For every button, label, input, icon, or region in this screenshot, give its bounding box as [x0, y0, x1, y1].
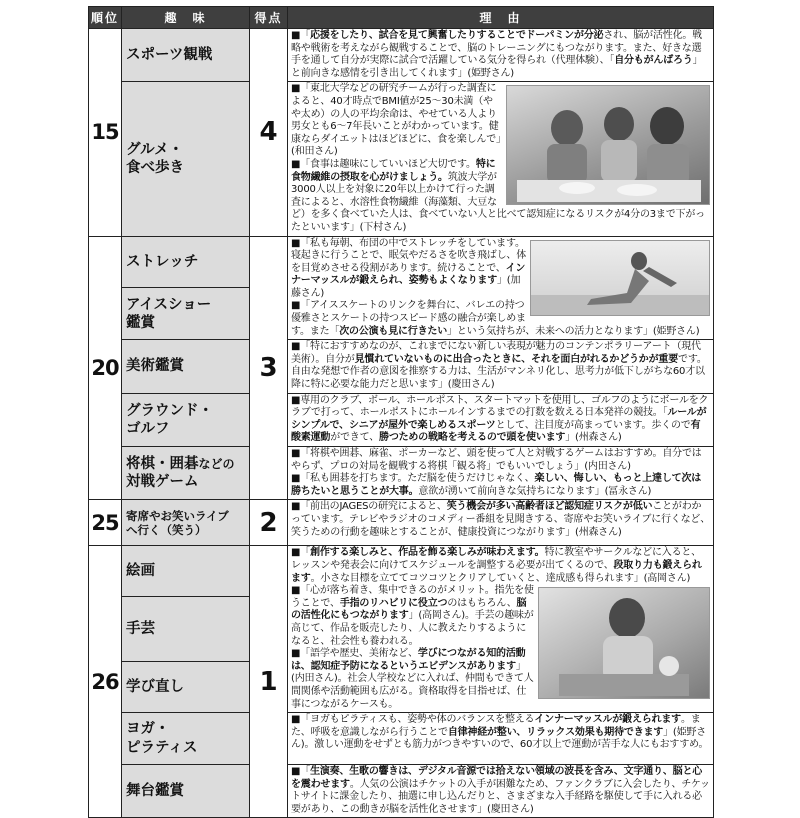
hobby-comedy: 寄席やお笑いライブ へ行く（笑う） [122, 500, 250, 546]
header-points: 得点 [250, 7, 288, 29]
table-row [89, 82, 714, 236]
rank-cell: 20 [89, 236, 122, 500]
stretch-photo [530, 240, 710, 316]
table-row [89, 447, 714, 500]
reason-gourmet: ■「東北大学などの研究チームが行った調査によると、40才時点でBMI値が25～30未満（やや太め）の人の平均余命は、やせている人より男女とも6～7年長いことがわかっています。健康ならダイエットはほどほどに、食を楽しんで」(和田さん) ■「食事は趣味にしていいほど大切です。特に食物繊維の摂取を心がけましょう。筑波大学が3000人以上を対象に20年以上かけて行った調査によると、水溶性食物繊維（海藻類、大豆など）を多く食べていた人は、食べていない人と比べて認知症になるリスクが4分の3まで下がったといいます」(下村さん) [288, 82, 714, 236]
table-row [89, 500, 714, 546]
hobby-stretch: ストレッチ [122, 236, 250, 288]
rank-cell: 25 [89, 500, 122, 546]
reason-comedy: ■「前出のJAGESの研究によると、笑う機会が多い高齢者ほど認知症リスクが低いことがわかっています。テレビやラジオのコメディー番組を見聞きする、寄席やお笑いライブに行くなど、笑うための行動を趣味とすることが、健康投資につながります」(州森さん) [288, 500, 714, 546]
hobby-sports-watching: スポーツ観戦 [122, 29, 250, 82]
table-header-row [89, 7, 714, 29]
hobby-art: 美術鑑賞 [122, 340, 250, 393]
hobby-ground-golf: グラウンド・ ゴルフ [122, 393, 250, 446]
hobby-gourmet: グルメ・ 食べ歩き [122, 82, 250, 236]
table-row [89, 393, 714, 446]
points-cell: 3 [250, 236, 288, 500]
table-row [89, 713, 714, 765]
reason-sports-watching: ■「応援をしたり、試合を見て興奮したりすることでドーパミンが分泌され、脳が活性化。戦略や戦術を考えながら観戦することで、脳のトレーニングにもつながります。また、好きな選手を通して自分が実際に試合で活躍している気分を得られ（代理体験）、「自分もがんばろう」と前向きな感情を引き出してくれます」(姫野さん) [288, 29, 714, 82]
rank-cell: 15 [89, 29, 122, 237]
hobby-relearning: 学び直し [122, 662, 250, 713]
gourmet-photo [506, 85, 710, 205]
table-row [89, 236, 714, 288]
table-row [89, 29, 714, 82]
table-row [89, 546, 714, 597]
hobby-craft: 手芸 [122, 597, 250, 662]
reason-ground-golf: ■専用のクラブ、ボール、ホールポスト、スタートマットを使用し、ゴルフのようにボールをクラブで打って、ホールポストにホールインするまでの打数を数える日本発祥の競技。「ルールがシンプルで、シニアが屋外で楽しめるスポーツとして、注目度が高まっています。歩くので有酸素運動ができて、勝つための戦略を考えるので頭を使います」(州森さん) [288, 393, 714, 446]
reason-painting-craft-learning: ■「創作する楽しみと、作品を飾る楽しみが味わえます。特に教室やサークルなどに入ると、レッスンや発表会に向けてスケジュールを調整する必要が出てくるので、段取り力も鍛えられます。小さな目標を立ててコツコツとクリアしていくと、達成感も得られます」(高岡さん) ■「心が落ち着き、集中できるのがメリット。指先を使うことで、手指のリハビリに役立つのはもちろん、脳の活性化にもつながります」(高岡さん)。手芸の趣味が高じて、作品を販売したり、人に教えたりするようになると、社会性も養われる。 ■「語学や歴史、美術など、学びにつながる知的活動は、認知症予防になるというエビデンスがあります」(内田さん)。社会人学校などに入れば、仲間もできて人間関係や活動範囲も広がる。資格取得を目指せば、仕事につながるケースも。 [288, 546, 714, 713]
points-cell: 1 [250, 546, 288, 818]
reason-stage: ■「生演奏、生歌の響きは、デジタル音源では拾えない領域の波長を含み、文字通り、脳と心を震わせます。人気の公演はチケットの入手が困難なため、ファンクラブに入会したり、チケットサイトに課金したり、抽選に申し込んだりと、さまざまな入手経路を駆使して手に入れる必要があり、この動きが脳を活性化させます」(慶田さん) [288, 765, 714, 818]
points-cell: 2 [250, 500, 288, 546]
reason-yoga-pilates: ■「ヨガもピラティスも、姿勢や体のバランスを整えるインナーマッスルが鍛えられます。また、呼吸を意識しながら行うことで自律神経が整い、リラックス効果も期待できます」(姫野さん)。激しい運動をせずとも筋力がつきやすいので、60才以上で運動が苦手な人にもおすすめ。 [288, 713, 714, 765]
hobby-board-games: 将棋・囲碁などの 対戦ゲーム [122, 447, 250, 500]
header-rank: 順位 [89, 7, 122, 29]
rank-cell: 26 [89, 546, 122, 818]
points-cell: 4 [250, 29, 288, 237]
hobby-painting: 絵画 [122, 546, 250, 597]
reason-board-games: ■「将棋や囲碁、麻雀、ポーカーなど、頭を使って人と対戦するゲームはおすすめ。自分ではやらず、プロの対局を観戦する将棋「観る将」でもいいでしょう」(内田さん) ■「私も囲碁を打ちます。ただ脳を使うだけじゃなく、楽しい、悔しい、もっと上達して次は勝ちたいと思うことが大事。意欲が湧いて前向きな気持ちになります」(冨永さん) [288, 447, 714, 500]
reason-art: ■「特におすすめなのが、これまでにない新しい表現が魅力のコンテンポラリーアート（現代美術）。自分が見慣れていないものに出合ったときに、それを面白がれるかどうかが重要です。自由な発想で作者の意図を推察する力は、生活がマンネリ化し、思考力が低下しがちな60才以降に特に必要な能力だと思います」(慶田さん) [288, 340, 714, 393]
ranking-table-wrapper [88, 6, 713, 815]
header-reason: 理 由 [288, 7, 714, 29]
reason-stretch-ice: ■「私も毎朝、布団の中でストレッチをしています。寝起きに行うことで、眠気やだるさを吹き飛ばし、体を目覚めさせる役割があります。続けることで、インナーマッスルが鍛えられ、姿勢もよくなります」(加藤さん) ■「アイススケートのリンクを舞台に、バレエの持つ優雅さとスケートの持つスピード感の融合が楽しめます。また「次の公演も見に行きたい」という気持ちが、未来への活力となります」(姫野さん) [288, 236, 714, 340]
header-hobby: 趣 味 [122, 7, 250, 29]
table-row [89, 340, 714, 393]
hobby-yoga-pilates: ヨガ・ ピラティス [122, 713, 250, 765]
hobby-ranking-table [88, 6, 714, 818]
craft-photo [538, 587, 710, 699]
hobby-stage: 舞台鑑賞 [122, 765, 250, 818]
hobby-ice-show: アイスショー 鑑賞 [122, 288, 250, 340]
table-row [89, 765, 714, 818]
